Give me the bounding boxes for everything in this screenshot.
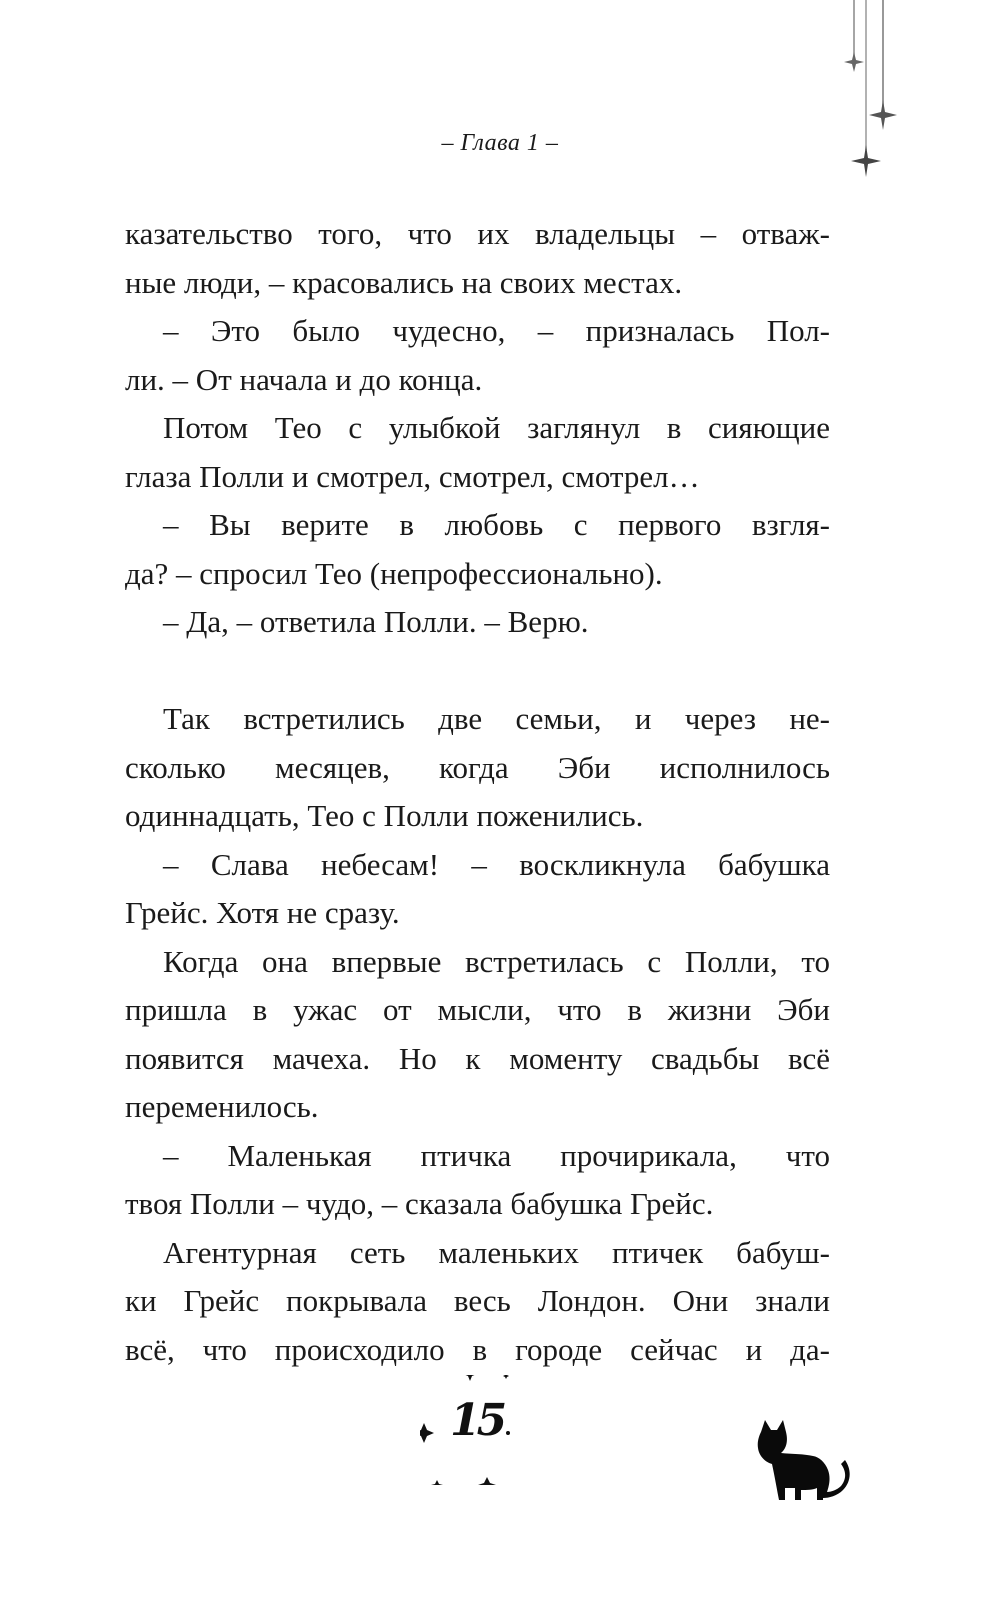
paragraph: [125, 598, 830, 647]
text-line: сколько месяцев, когда Эби исполнилось: [125, 749, 830, 785]
text-line: Потом Тео с улыбкой заглянул в сияющие: [163, 410, 830, 445]
text-line: переменилось.: [125, 1089, 319, 1124]
sparkle-streaks-decoration: [840, 0, 920, 200]
text-line: глаза Полли и смотрел, смотрел, смотрел…: [125, 458, 700, 494]
text-line: всё, что происходило в городе сейчас и да-: [125, 1331, 830, 1367]
page-number: 15: [450, 1395, 504, 1446]
text-line: казательство того, что их владельцы – отваж-: [125, 216, 830, 251]
paragraph: [125, 307, 830, 404]
paragraph: [125, 210, 830, 307]
text-line: Когда она впервые встретилась с Полли, то: [163, 943, 830, 979]
text-line: – Маленькая птичка прочирикала, что: [163, 1137, 830, 1173]
text-line: да? – спросил Тео (непрофессионально).: [125, 555, 663, 591]
chapter-header: – Глава 1 –: [441, 130, 559, 156]
paragraph: [125, 938, 830, 1132]
text-line: ные люди, – красовались на своих местах.: [125, 264, 683, 300]
text-line: пришла в ужас от мысли, что в жизни Эби: [125, 992, 830, 1027]
paragraph: [125, 1132, 830, 1229]
text-line: Грейс. Хотя не сразу.: [125, 895, 400, 930]
section-break: [125, 647, 830, 696]
text-line: ли. – От начала и до конца.: [125, 361, 483, 397]
text-line: появится мачеха. Но к моменту свадьбы всё: [125, 1040, 830, 1076]
paragraph: [125, 841, 830, 938]
text-line: Агентурная сеть маленьких птичек бабуш-: [163, 1234, 830, 1270]
text-line: – Это было чудесно, – призналась Пол-: [163, 313, 830, 348]
page-number-ornament: [420, 1375, 540, 1485]
text-line: твоя Полли – чудо, – сказала бабушка Грейс.: [125, 1186, 714, 1221]
text-line: – Слава небесам! – воскликнула бабушка: [163, 846, 830, 882]
cat-silhouette-icon: [755, 1420, 850, 1500]
text-line: – Да, – ответила Полли. – Верю.: [163, 604, 589, 639]
text-line: – Вы верите в любовь с первого взгля-: [163, 507, 830, 542]
text-line: ки Грейс покрывала весь Лондон. Они знали: [125, 1283, 830, 1318]
body-text: [125, 210, 830, 1374]
paragraph: [125, 501, 830, 598]
paragraph: [125, 695, 830, 841]
text-line: Так встретились две семьи, и через не-: [163, 701, 830, 736]
text-line: одиннадцать, Тео с Полли поженились.: [125, 798, 644, 833]
paragraph: [125, 404, 830, 501]
paragraph: [125, 1229, 830, 1375]
